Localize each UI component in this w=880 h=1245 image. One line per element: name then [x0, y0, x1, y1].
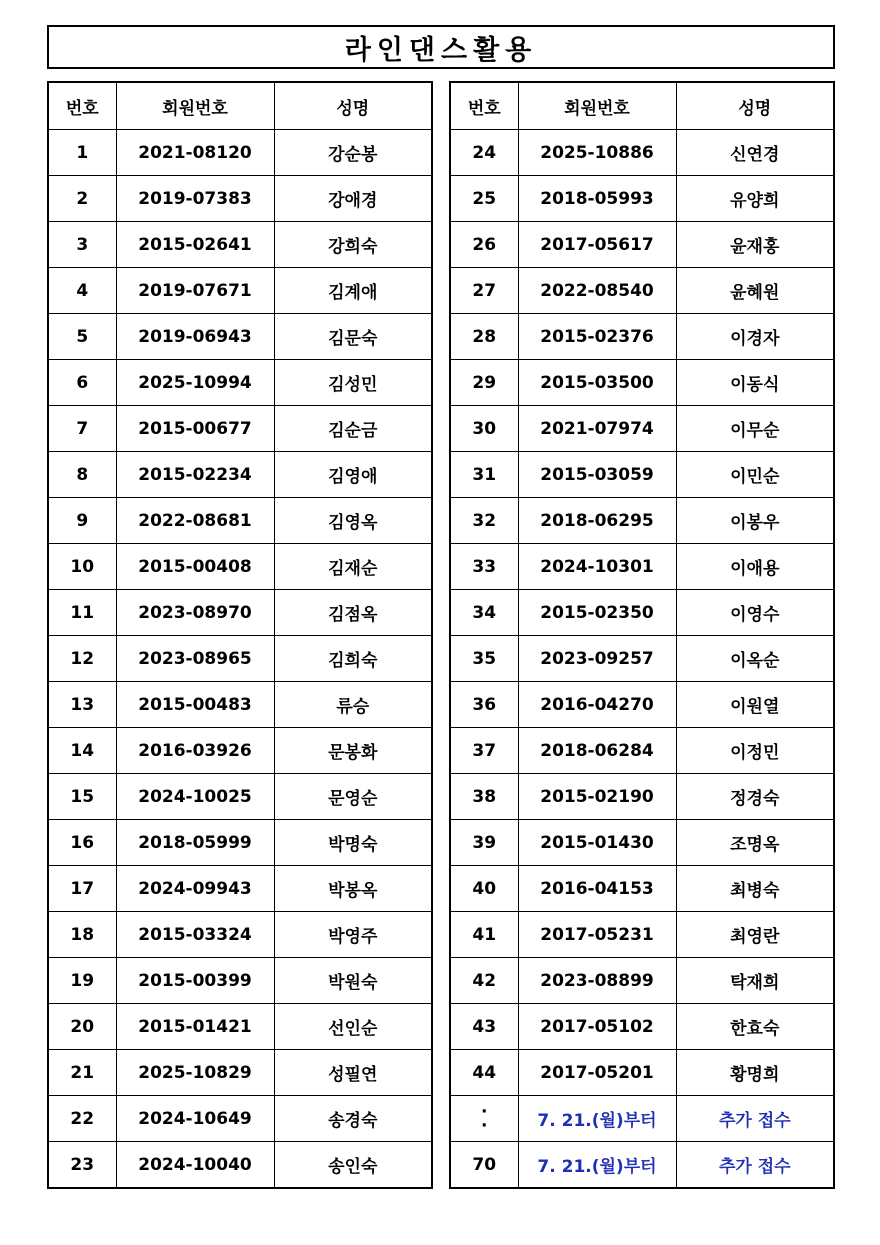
- header-member-id: 회원번호: [518, 82, 676, 130]
- cell-member-id: 2016-04270: [518, 682, 676, 728]
- cell-no: 28: [450, 314, 518, 360]
- cell-member-id: 2024-10649: [116, 1096, 274, 1142]
- table-row: [48, 774, 432, 820]
- cell-name: 정경숙: [676, 774, 834, 820]
- cell-no: 22: [48, 1096, 116, 1142]
- cell-name: 이영수: [676, 590, 834, 636]
- header-name: 성명: [274, 82, 432, 130]
- table-header-row: [450, 82, 834, 130]
- cell-no: 17: [48, 866, 116, 912]
- cell-no: 43: [450, 1004, 518, 1050]
- cell-member-id: 2024-10040: [116, 1142, 274, 1189]
- table-row: [48, 314, 432, 360]
- cell-name: 이무순: [676, 406, 834, 452]
- cell-name: 이동식: [676, 360, 834, 406]
- cell-name: 강희숙: [274, 222, 432, 268]
- cell-member-id: 2015-02190: [518, 774, 676, 820]
- cell-name: 박명숙: [274, 820, 432, 866]
- cell-no: 24: [450, 130, 518, 176]
- table-header-row: [48, 82, 432, 130]
- page-title-box: [47, 25, 835, 69]
- cell-no: 37: [450, 728, 518, 774]
- cell-member-id: 2015-01430: [518, 820, 676, 866]
- cell-name: 황명희: [676, 1050, 834, 1096]
- table-row: [48, 360, 432, 406]
- table-row: [48, 544, 432, 590]
- table-row: [48, 1096, 432, 1142]
- table-row: [48, 176, 432, 222]
- cell-name: 신연경: [676, 130, 834, 176]
- table-row: [450, 498, 834, 544]
- cell-member-id: 2018-05999: [116, 820, 274, 866]
- cell-member-id: 2016-04153: [518, 866, 676, 912]
- cell-member-id: 2015-02376: [518, 314, 676, 360]
- table-row: [48, 268, 432, 314]
- cell-name: 송인숙: [274, 1142, 432, 1189]
- cell-no: 70: [450, 1142, 518, 1189]
- table-row: [450, 912, 834, 958]
- cell-name: 김순금: [274, 406, 432, 452]
- cell-no: 3: [48, 222, 116, 268]
- cell-name: 김영애: [274, 452, 432, 498]
- cell-member-id: 2015-02234: [116, 452, 274, 498]
- cell-member-id: 2015-00399: [116, 958, 274, 1004]
- table-row: [450, 452, 834, 498]
- header-member-id: 회원번호: [116, 82, 274, 130]
- cell-name: 김점옥: [274, 590, 432, 636]
- cell-name: 김문숙: [274, 314, 432, 360]
- cell-name: 이애용: [676, 544, 834, 590]
- cell-name: 박봉옥: [274, 866, 432, 912]
- cell-no: 40: [450, 866, 518, 912]
- cell-member-id: 2025-10829: [116, 1050, 274, 1096]
- cell-name: 류승: [274, 682, 432, 728]
- table-row: [450, 176, 834, 222]
- cell-no: 8: [48, 452, 116, 498]
- cell-name: 김영옥: [274, 498, 432, 544]
- cell-no: 2: [48, 176, 116, 222]
- table-row: [450, 268, 834, 314]
- cell-no: 1: [48, 130, 116, 176]
- cell-member-id: 2023-08965: [116, 636, 274, 682]
- cell-no: 4: [48, 268, 116, 314]
- table-row: [450, 130, 834, 176]
- table-row: [450, 1096, 834, 1142]
- cell-name: 탁재희: [676, 958, 834, 1004]
- cell-member-id: 2021-07974: [518, 406, 676, 452]
- cell-name: 김성민: [274, 360, 432, 406]
- roster-table-right: [449, 81, 835, 1189]
- header-name: 성명: [676, 82, 834, 130]
- table-row: [48, 498, 432, 544]
- cell-no: 15: [48, 774, 116, 820]
- table-row: [48, 130, 432, 176]
- cell-name: 추가 접수: [676, 1096, 834, 1142]
- cell-name: 강애경: [274, 176, 432, 222]
- cell-member-id: 2015-00677: [116, 406, 274, 452]
- roster-table-left: [47, 81, 433, 1189]
- cell-member-id: 2017-05102: [518, 1004, 676, 1050]
- cell-member-id: 2022-08540: [518, 268, 676, 314]
- cell-name: 이옥순: [676, 636, 834, 682]
- table-row: [450, 1004, 834, 1050]
- table-row: [450, 590, 834, 636]
- cell-no: 11: [48, 590, 116, 636]
- cell-member-id: 2015-03324: [116, 912, 274, 958]
- cell-name: 윤재홍: [676, 222, 834, 268]
- cell-name: 최병숙: [676, 866, 834, 912]
- cell-member-id: 2022-08681: [116, 498, 274, 544]
- cell-no: 26: [450, 222, 518, 268]
- cell-member-id: 2017-05617: [518, 222, 676, 268]
- cell-no: 5: [48, 314, 116, 360]
- cell-no: 29: [450, 360, 518, 406]
- cell-member-id: 2017-05231: [518, 912, 676, 958]
- cell-no: 13: [48, 682, 116, 728]
- header-no: 번호: [48, 82, 116, 130]
- cell-member-id: 2017-05201: [518, 1050, 676, 1096]
- cell-no: 42: [450, 958, 518, 1004]
- cell-member-id: 2018-05993: [518, 176, 676, 222]
- cell-member-id: 7. 21.(월)부터: [518, 1096, 676, 1142]
- table-row: [48, 728, 432, 774]
- cell-no: 39: [450, 820, 518, 866]
- table-row: [450, 682, 834, 728]
- table-row: [48, 406, 432, 452]
- cell-no: 23: [48, 1142, 116, 1189]
- cell-name: 추가 접수: [676, 1142, 834, 1189]
- cell-no: 44: [450, 1050, 518, 1096]
- table-row: [48, 1050, 432, 1096]
- cell-name: 김희숙: [274, 636, 432, 682]
- cell-member-id: 2018-06284: [518, 728, 676, 774]
- cell-member-id: 2019-07383: [116, 176, 274, 222]
- table-row: [450, 866, 834, 912]
- cell-member-id: 2015-03059: [518, 452, 676, 498]
- cell-name: 김계애: [274, 268, 432, 314]
- cell-member-id: 2016-03926: [116, 728, 274, 774]
- cell-no: 27: [450, 268, 518, 314]
- table-row: [48, 452, 432, 498]
- cell-no: · ·: [450, 1096, 518, 1142]
- table-row: [450, 1050, 834, 1096]
- cell-no: 21: [48, 1050, 116, 1096]
- table-row: [450, 820, 834, 866]
- cell-member-id: 2015-00408: [116, 544, 274, 590]
- cell-name: 박영주: [274, 912, 432, 958]
- table-row: [450, 222, 834, 268]
- cell-name: 이원열: [676, 682, 834, 728]
- cell-no: 20: [48, 1004, 116, 1050]
- table-row: [450, 958, 834, 1004]
- cell-member-id: 2023-08970: [116, 590, 274, 636]
- table-row: [48, 222, 432, 268]
- cell-no: 35: [450, 636, 518, 682]
- cell-member-id: 2024-10025: [116, 774, 274, 820]
- cell-name: 박원숙: [274, 958, 432, 1004]
- cell-member-id: 2025-10886: [518, 130, 676, 176]
- cell-no: 30: [450, 406, 518, 452]
- cell-name: 유양희: [676, 176, 834, 222]
- page-title: 라인댄스활용: [344, 34, 538, 66]
- table-row: [48, 958, 432, 1004]
- cell-no: 9: [48, 498, 116, 544]
- cell-member-id: 2015-01421: [116, 1004, 274, 1050]
- cell-name: 선인순: [274, 1004, 432, 1050]
- cell-no: 36: [450, 682, 518, 728]
- cell-name: 최영란: [676, 912, 834, 958]
- cell-member-id: 2019-07671: [116, 268, 274, 314]
- cell-no: 14: [48, 728, 116, 774]
- cell-no: 6: [48, 360, 116, 406]
- cell-name: 문봉화: [274, 728, 432, 774]
- cell-member-id: 2015-00483: [116, 682, 274, 728]
- cell-member-id: 2023-09257: [518, 636, 676, 682]
- cell-no: 32: [450, 498, 518, 544]
- cell-no: 25: [450, 176, 518, 222]
- table-row: [450, 774, 834, 820]
- cell-member-id: 2025-10994: [116, 360, 274, 406]
- table-row: [48, 1004, 432, 1050]
- table-row: [48, 1142, 432, 1189]
- cell-name: 이정민: [676, 728, 834, 774]
- table-row: [48, 590, 432, 636]
- cell-member-id: 2015-03500: [518, 360, 676, 406]
- cell-name: 이경자: [676, 314, 834, 360]
- cell-name: 이봉우: [676, 498, 834, 544]
- cell-no: 18: [48, 912, 116, 958]
- table-row: [450, 406, 834, 452]
- cell-no: 41: [450, 912, 518, 958]
- table-row: [48, 636, 432, 682]
- table-row: [450, 544, 834, 590]
- cell-no: 16: [48, 820, 116, 866]
- cell-name: 성필연: [274, 1050, 432, 1096]
- table-row: [48, 866, 432, 912]
- cell-no: 10: [48, 544, 116, 590]
- cell-no: 33: [450, 544, 518, 590]
- cell-member-id: 2024-09943: [116, 866, 274, 912]
- table-row: [450, 636, 834, 682]
- cell-no: 19: [48, 958, 116, 1004]
- table-row: [450, 1142, 834, 1189]
- cell-no: 38: [450, 774, 518, 820]
- cell-name: 강순봉: [274, 130, 432, 176]
- cell-name: 문영순: [274, 774, 432, 820]
- cell-member-id: 2021-08120: [116, 130, 274, 176]
- table-row: [450, 360, 834, 406]
- cell-member-id: 7. 21.(월)부터: [518, 1142, 676, 1189]
- cell-member-id: 2023-08899: [518, 958, 676, 1004]
- cell-no: 31: [450, 452, 518, 498]
- table-row: [48, 682, 432, 728]
- cell-no: 34: [450, 590, 518, 636]
- header-no: 번호: [450, 82, 518, 130]
- cell-member-id: 2018-06295: [518, 498, 676, 544]
- table-row: [48, 912, 432, 958]
- cell-name: 김재순: [274, 544, 432, 590]
- cell-no: 12: [48, 636, 116, 682]
- cell-name: 윤혜원: [676, 268, 834, 314]
- cell-member-id: 2015-02350: [518, 590, 676, 636]
- cell-name: 한효숙: [676, 1004, 834, 1050]
- cell-member-id: 2019-06943: [116, 314, 274, 360]
- table-row: [450, 314, 834, 360]
- cell-member-id: 2024-10301: [518, 544, 676, 590]
- table-row: [48, 820, 432, 866]
- cell-no: 7: [48, 406, 116, 452]
- cell-name: 조명옥: [676, 820, 834, 866]
- cell-name: 이민순: [676, 452, 834, 498]
- cell-member-id: 2015-02641: [116, 222, 274, 268]
- cell-name: 송경숙: [274, 1096, 432, 1142]
- table-row: [450, 728, 834, 774]
